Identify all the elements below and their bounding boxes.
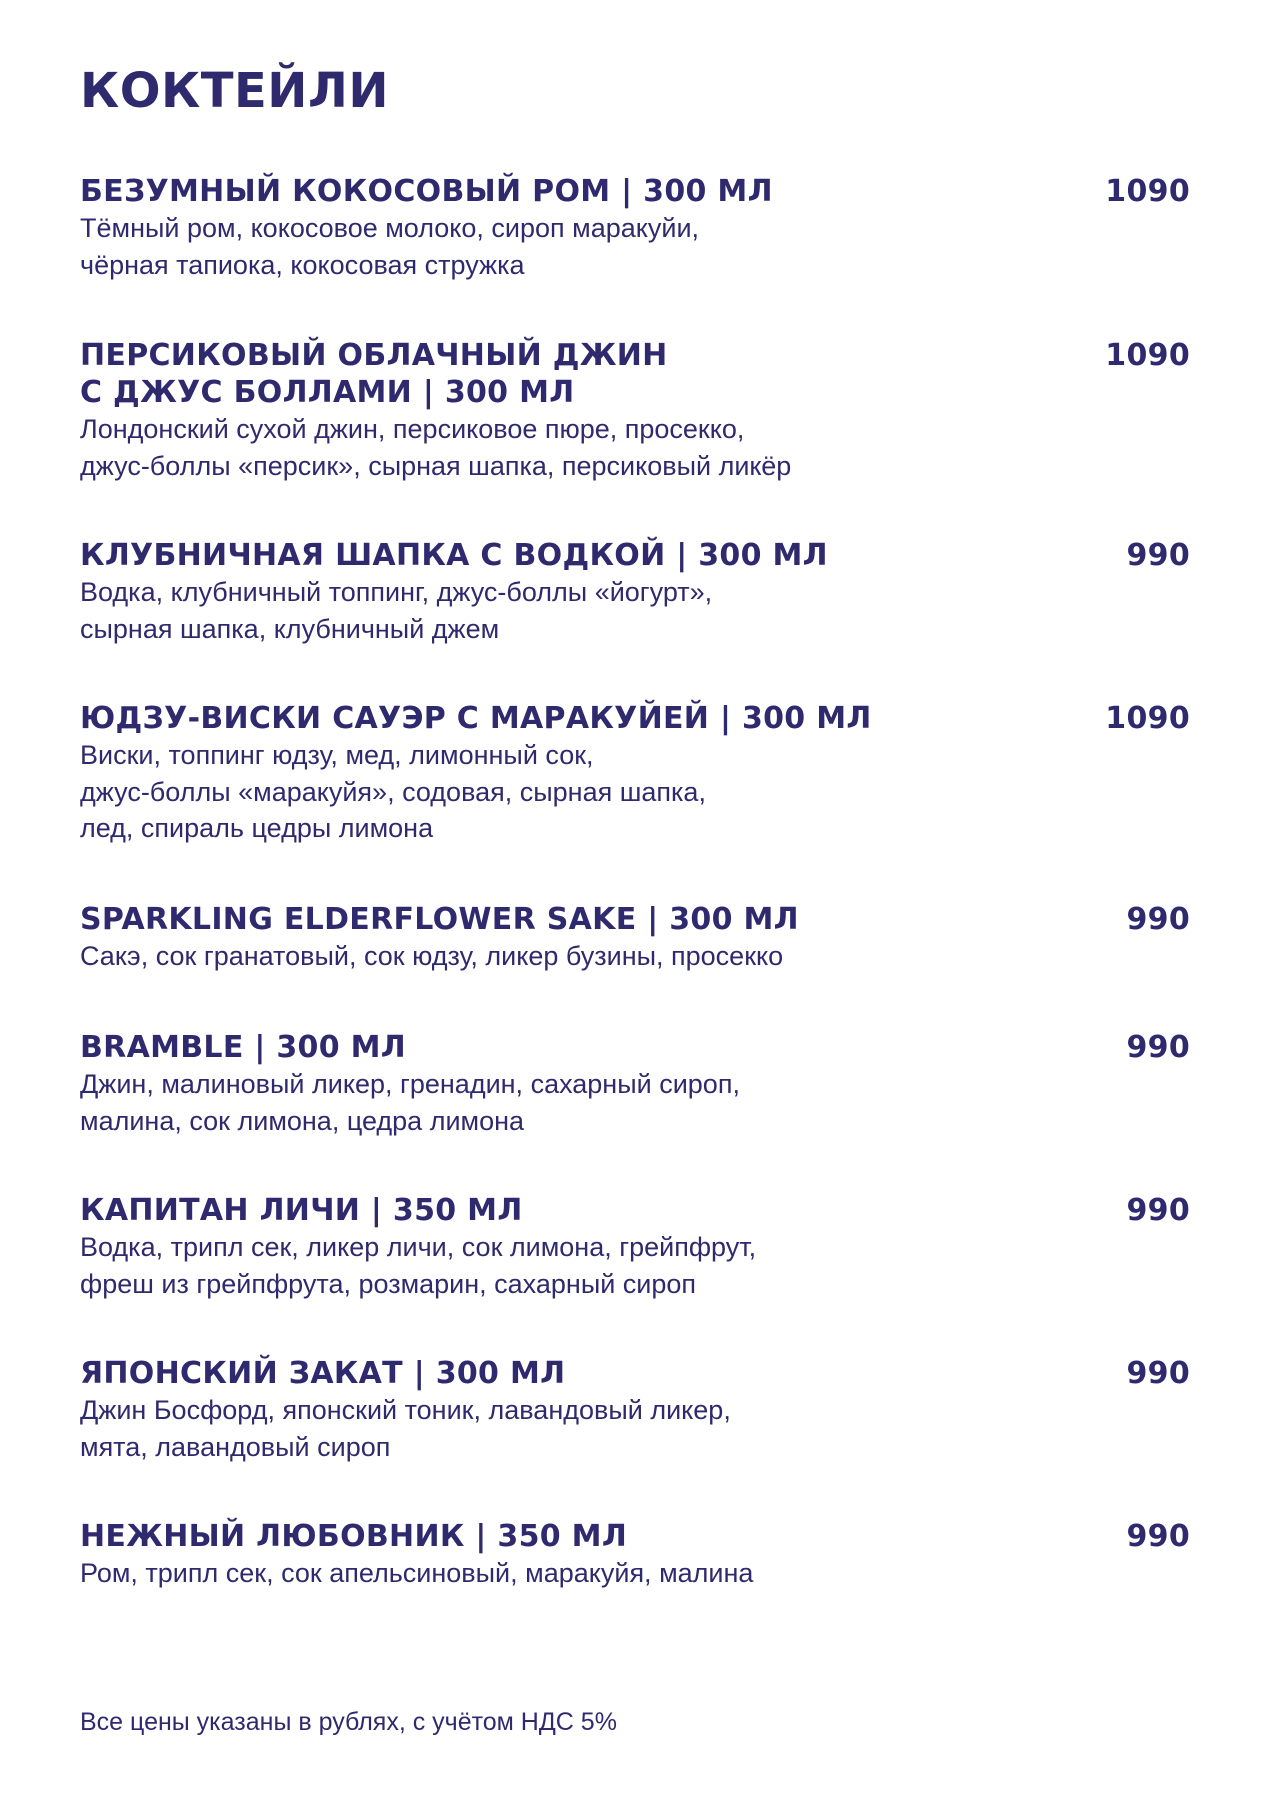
item-name: БЕЗУМНЫЙ КОКОСОВЫЙ РОМ | 300 МЛ [80,174,773,209]
item-price: 1090 [1105,701,1190,736]
item-price: 1090 [1105,338,1190,373]
menu-item-japanese-sunset [80,1355,1190,1465]
item-name: НЕЖНЫЙ ЛЮБОВНИК | 350 МЛ [80,1519,628,1554]
item-price: 990 [1126,1519,1190,1554]
item-price: 990 [1126,1193,1190,1228]
page-title: КОКТЕЙЛИ [80,63,390,119]
menu-item-strawberry-vodka [80,537,1190,647]
item-name: ЯПОНСКИЙ ЗАКАТ | 300 МЛ [80,1356,566,1391]
item-description: Тёмный ром, кокосовое молоко, сироп маракуйи, чёрная тапиока, кокосовая стружка [80,213,700,280]
item-name: ЮДЗУ-ВИСКИ САУЭР С МАРАКУЙЕЙ | 300 МЛ [80,701,872,736]
item-name: КАПИТАН ЛИЧИ | 350 МЛ [80,1193,523,1228]
price-footnote: Все цены указаны в рублях, с учётом НДС 5% [80,1708,617,1736]
item-description: Джин, малиновый ликер, гренадин, сахарный сироп, малина, сок лимона, цедра лимона [80,1069,740,1136]
item-price: 990 [1126,538,1190,573]
item-name: BRAMBLE | 300 МЛ [80,1030,406,1065]
item-description: Лондонский сухой джин, персиковое пюре, просекко, джус-боллы «персик», сырная шапка, персиковый ликёр [80,414,792,481]
item-price: 1090 [1105,174,1190,209]
item-description: Джин Босфорд, японский тоник, лавандовый ликер, мята, лавандовый сироп [80,1395,731,1462]
menu-item-tender-lover [80,1518,1190,1592]
item-description: Водка, клубничный топпинг, джус-боллы «йогурт», сырная шапка, клубничный джем [80,577,713,644]
item-price: 990 [1126,1356,1190,1391]
item-name: ПЕРСИКОВЫЙ ОБЛАЧНЫЙ ДЖИН С ДЖУС БОЛЛАМИ | 300 МЛ [80,338,668,410]
item-description: Виски, топпинг юдзу, мед, лимонный сок, джус-боллы «маракуйя», содовая, сырная шапка, лед, спираль цедры лимона [80,740,706,843]
item-description: Сакэ, сок гранатовый, сок юдзу, ликер бузины, просекко [80,941,784,971]
menu-item-captain-lychee [80,1192,1190,1302]
menu-item-coconut-rum [80,173,1190,283]
menu-item-bramble [80,1029,1190,1139]
item-name: КЛУБНИЧНАЯ ШАПКА С ВОДКОЙ | 300 МЛ [80,538,828,573]
menu-item-elderflower-sake [80,901,1190,975]
item-name: SPARKLING ELDERFLOWER SAKE | 300 МЛ [80,902,799,937]
item-price: 990 [1126,1030,1190,1065]
item-description: Водка, трипл сек, ликер личи, сок лимона, грейпфрут, фреш из грейпфрута, розмарин, сахарный сироп [80,1232,757,1299]
item-price: 990 [1126,902,1190,937]
menu-item-yuzu-whisky-sour [80,700,1190,847]
menu-item-peach-gin [80,337,1190,484]
item-description: Ром, трипл сек, сок апельсиновый, маракуйя, малина [80,1558,754,1588]
